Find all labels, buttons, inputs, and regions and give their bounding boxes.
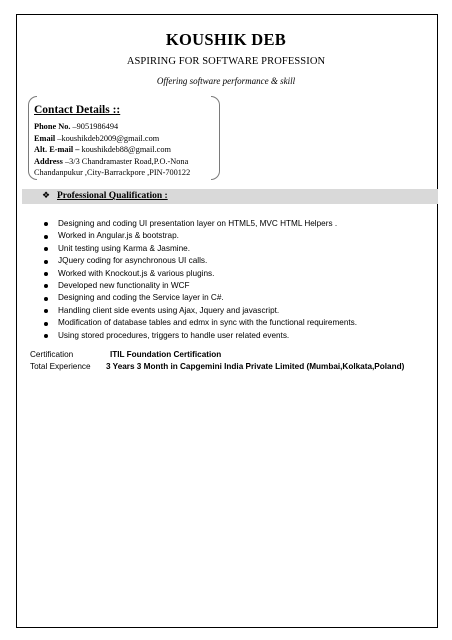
alt-email-value: koushikdeb88@gmail.com [79,145,171,154]
bullet-icon [44,309,48,313]
right-bracket-decoration [211,96,220,180]
list-item: Modification of database tables and edmx in sync with the functional requirements. [44,317,357,329]
alt-email-line [34,145,171,154]
candidate-name: KOUSHIK DEB [165,30,287,49]
diamond-bullet-icon: ❖ [42,191,51,201]
qualification-list [44,218,357,342]
bullet-icon [44,235,48,239]
contact-details-box [28,96,220,182]
certification-label: Certification [30,350,74,359]
list-item: Designing and coding UI presentation layer on HTML5, MVC HTML Helpers . [44,218,357,230]
list-item: Unit testing using Karma & Jasmine. [44,243,357,255]
list-item: Developed new functionality in WCF [44,280,357,292]
list-item: Worked in Angular.js & bootstrap. [44,230,357,242]
list-item: Using stored procedures, triggers to handle user related events. [44,330,357,342]
professional-qualification-heading: Professional Qualification : [57,191,168,201]
bullet-icon [44,297,48,301]
experience-label: Total Experience [30,362,91,371]
list-item: JQuery coding for asynchronous UI calls. [44,255,357,267]
bullet-icon [44,272,48,276]
address-line-2: Chandanpukur ,City-Barrackpore ,PIN-700122 [34,168,191,177]
list-item: Handling client side events using Ajax, Jquery and javascript. [44,305,357,317]
phone-label: Phone No. [34,122,71,131]
contact-details-heading: Contact Details :: [34,104,121,116]
address-value: –3/3 Chandramaster Road,P.O.-Nona [62,156,189,166]
address-line [34,157,188,166]
email-label: Email [34,133,56,143]
phone-line [34,122,118,131]
career-objective: ASPIRING FOR SOFTWARE PROFESSION [126,56,326,67]
bullet-icon [44,222,48,226]
bullet-icon [44,334,48,338]
email-value: –koushikdeb2009@gmail.com [55,133,160,143]
bullet-icon [44,284,48,288]
phone-value: –9051986494 [70,122,119,131]
certification-value: ITIL Foundation Certification [110,350,222,359]
bullet-icon [44,247,48,251]
list-item: Worked with Knockout.js & various plugins. [44,268,357,280]
experience-value: 3 Years 3 Month in Capgemini India Private Limited (Mumbai,Kolkata,Poland) [106,362,405,371]
alt-email-label: Alt. E-mail – [34,145,80,154]
bullet-icon [44,260,48,264]
tagline: Offering software performance & skill [156,76,296,86]
bullet-icon [44,322,48,326]
email-line [34,134,159,143]
list-item: Designing and coding the Service layer in C#. [44,292,357,304]
address-label: Address [34,156,63,166]
